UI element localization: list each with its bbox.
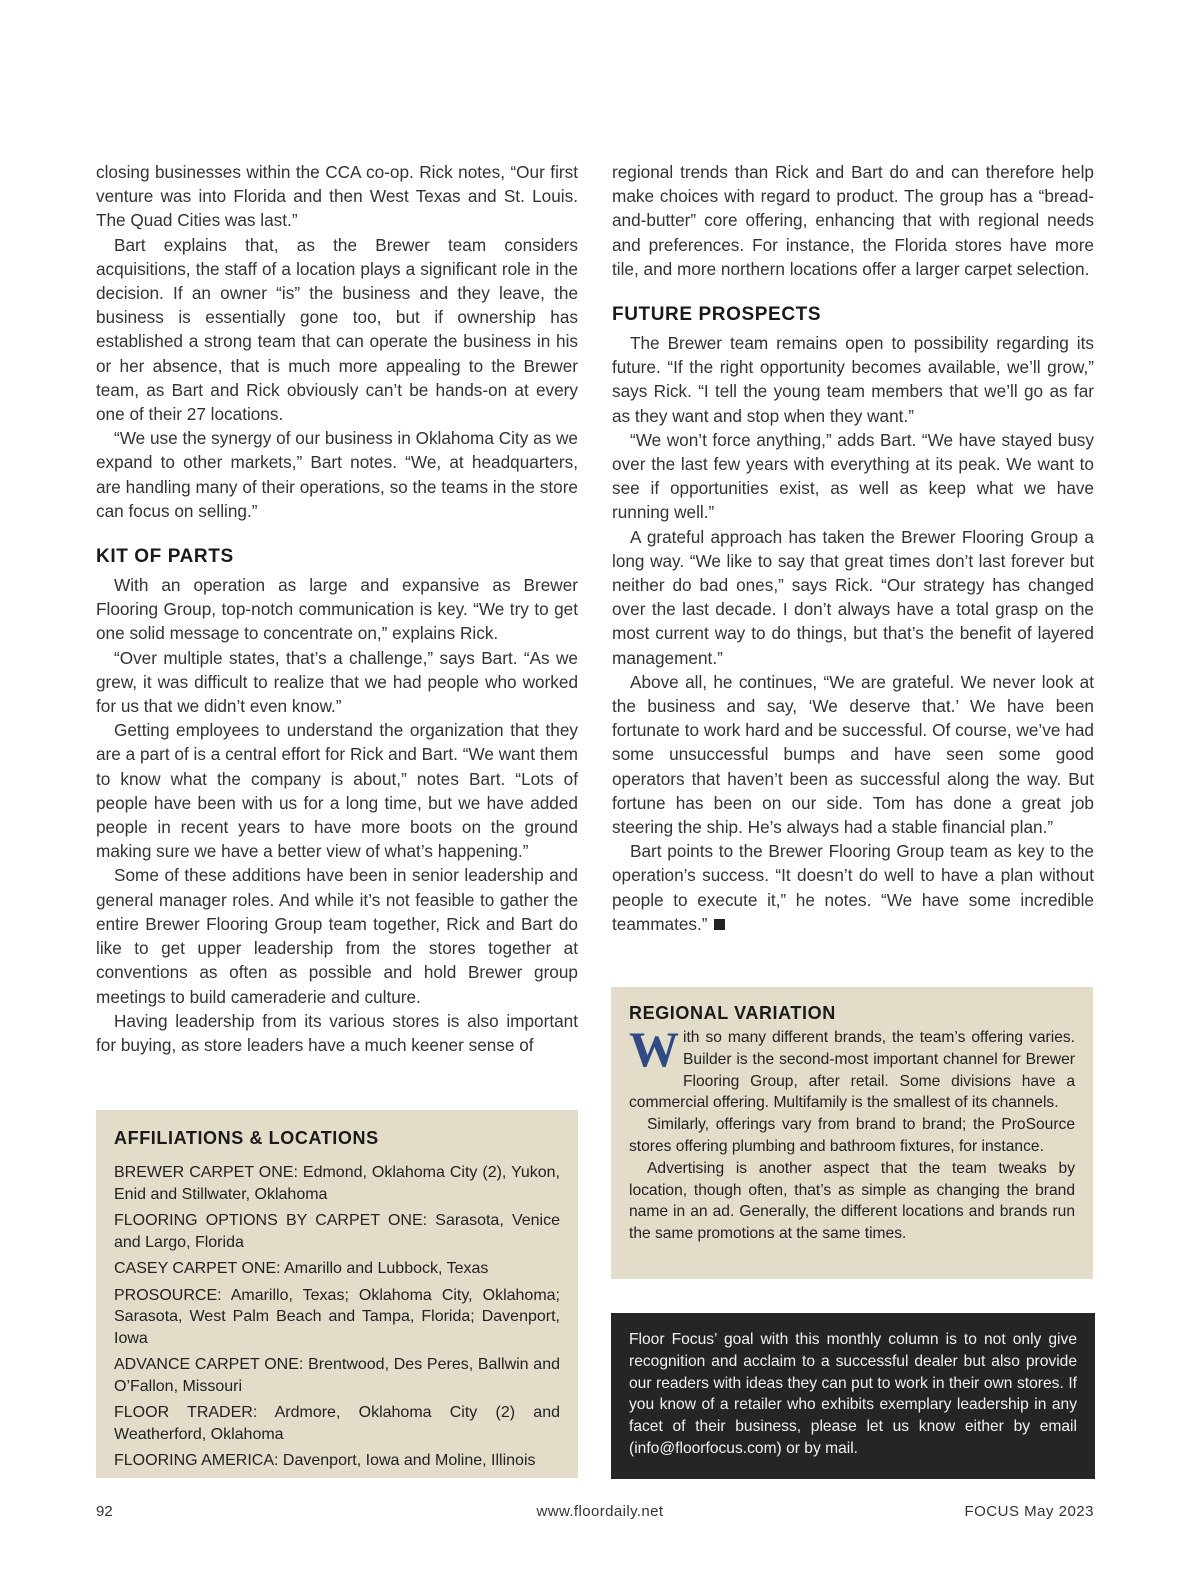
footer-url: www.floordaily.net [536, 1503, 664, 1520]
paragraph: Above all, he continues, “We are grateful. We never look at the business and say, ‘We deserve that.’ We have been fortunate to work hard and be successful. Of course, we’ve had some unsuccessful bumps and have seen some good operators that haven’t been as successful along the way. But fortune has been on our side. Tom has done a great job steering the ship. He’s always had a stable financial plan.” [612, 671, 1094, 838]
affiliation-item: FLOORING AMERICA: Davenport, Iowa and Moline, Illinois [114, 1452, 536, 1469]
paragraph: Having leadership from its various stores is also important for buying, as store leaders have a much keener sense of [96, 1010, 578, 1055]
end-of-article-icon [714, 919, 725, 930]
right-column [612, 160, 1094, 936]
paragraph [629, 1021, 1075, 1114]
section-heading-kit-of-parts: KIT OF PARTS [96, 546, 234, 568]
paragraph-text: ith so many different brands, the team’s offering varies. Builder is the second-most important channel for Brewer Flooring Group, after retail. Some divisions have a commercial offering. Multifamily is the smallest of its channels. [629, 1029, 1075, 1112]
paragraph: “Over multiple states, that’s a challenge,” says Bart. “As we grew, it was difficult to realize that we had people who worked for us that we didn’t even know.” [96, 647, 578, 717]
affiliation-item: PROSOURCE: Amarillo, Texas; Oklahoma City, Oklahoma; Sarasota, West Palm Beach and Tampa, Florida; Davenport, Iowa [114, 1286, 560, 1347]
affiliation-item: FLOOR TRADER: Ardmore, Oklahoma City (2) and Weatherford, Oklahoma [114, 1404, 560, 1443]
affiliation-item: BREWER CARPET ONE: Edmond, Oklahoma City (2), Yukon, Enid and Stillwater, Oklahoma [114, 1164, 560, 1203]
affiliation-item: ADVANCE CARPET ONE: Brentwood, Des Peres, Ballwin and O’Fallon, Missouri [114, 1356, 560, 1395]
sidebar-body [629, 1021, 1075, 1245]
affiliation-item: CASEY CARPET ONE: Amarillo and Lubbock, Texas [114, 1260, 489, 1277]
drop-cap: W [629, 1021, 679, 1077]
paragraph: Similarly, offerings vary from brand to brand; the ProSource stores offering plumbing and bathroom fixtures, for instance. [629, 1116, 1075, 1155]
sidebar-title: REGIONAL VARIATION [629, 1003, 836, 1023]
page-number: 92 [96, 1503, 113, 1520]
affiliations-sidebar [96, 1110, 578, 1478]
paragraph: “We use the synergy of our business in Oklahoma City as we expand to other markets,” Bart notes. “We, at headquarters, are handling many of their operations, so the teams in the store can focus on selling.” [96, 428, 578, 521]
paragraph: With an operation as large and expansive as Brewer Flooring Group, top-notch communication is key. “We try to get one solid message to concentrate on,” explains Rick. [96, 575, 578, 644]
paragraph: Advertising is another aspect that the team tweaks by location, though often, that’s as simple as changing the brand name in an ad. Generally, the different locations and brands run the same promotions at the same times. [629, 1159, 1075, 1243]
paragraph: “We won’t force anything,” adds Bart. “We have stayed busy over the last few years with everything at its peak. We want to see if opportunities exist, as well as keep what we have running well.” [612, 429, 1094, 523]
paragraph-text: Bart points to the Brewer Flooring Group team as key to the operation’s success. “It doesn’t do well to have a plan without people to execute it,” he notes. “We have some incredible teammates.” [612, 841, 1094, 934]
paragraph: closing businesses within the CCA co-op. Rick notes, “Our first venture was into Florida and then West Texas and St. Louis. The Quad Cities was last.” [96, 162, 578, 231]
paragraph: Getting employees to understand the organization that they are a part of is a central effort for Rick and Bart. “We want them to know what the company is about,” notes Bart. “Lots of people have been with us for a long time, but we have added people in recent years to have more boots on the ground making sure we have a better view of what’s happening.” [96, 720, 578, 862]
regional-variation-sidebar [611, 987, 1093, 1279]
section-heading-future-prospects: FUTURE PROSPECTS [612, 304, 822, 326]
paragraph-last [612, 839, 1094, 936]
sidebar-title: AFFILIATIONS & LOCATIONS [114, 1128, 379, 1148]
affiliation-item: FLOORING OPTIONS BY CARPET ONE: Sarasota, Venice and Largo, Florida [114, 1212, 560, 1251]
paragraph: Bart explains that, as the Brewer team considers acquisitions, the staff of a location plays a significant role in the decision. If an owner “is” the business and they leave, the business is essentially gone too, but if ownership has established a strong team that can operate the business in his or her absence, that is much more appealing to the Brewer team, as Bart and Rick obviously can’t be hands-on at every one of their 27 locations. [96, 234, 578, 425]
issue-label: FOCUS May 2023 [964, 1503, 1094, 1520]
paragraph: Some of these additions have been in senior leadership and general manager roles. And while it’s not feasible to gather the entire Brewer Flooring Group team together, Rick and Bart do like to get upper leadership from the stores together at conventions as often as possible and hold Brewer group meetings to build cameraderie and culture. [96, 865, 578, 1007]
column-note-box [611, 1313, 1095, 1479]
paragraph: regional trends than Rick and Bart do and can therefore help make choices with regard to product. The group has a “bread-and-butter” core offering, enhancing that with regional needs and preferences. For instance, the Florida stores have more tile, and more northern locations offer a larger carpet selection. [612, 162, 1094, 279]
paragraph: A grateful approach has taken the Brewer Flooring Group a long way. “We like to say that great times don’t last forever but neither do bad ones,” says Rick. “Our strategy has changed over the last decade. I don’t always have a total grasp on the most current way to do things, but that’s the benefit of layered management.” [612, 526, 1094, 668]
left-column [96, 160, 578, 1057]
paragraph: The Brewer team remains open to possibility regarding its future. “If the right opportunity becomes available, we’ll grow,” says Rick. “I tell the young team members that we’ll go as far as they want and stop when they want.” [612, 333, 1094, 426]
note-text: Floor Focus’ goal with this monthly column is to not only give recognition and acclaim to a successful dealer but also provide our readers with ideas they can put to work in their own stores. If you know of a retailer who exhibits exemplary leadership in any facet of their business, please let us know either by email (info@floorfocus.com) or by mail. [629, 1331, 1077, 1457]
